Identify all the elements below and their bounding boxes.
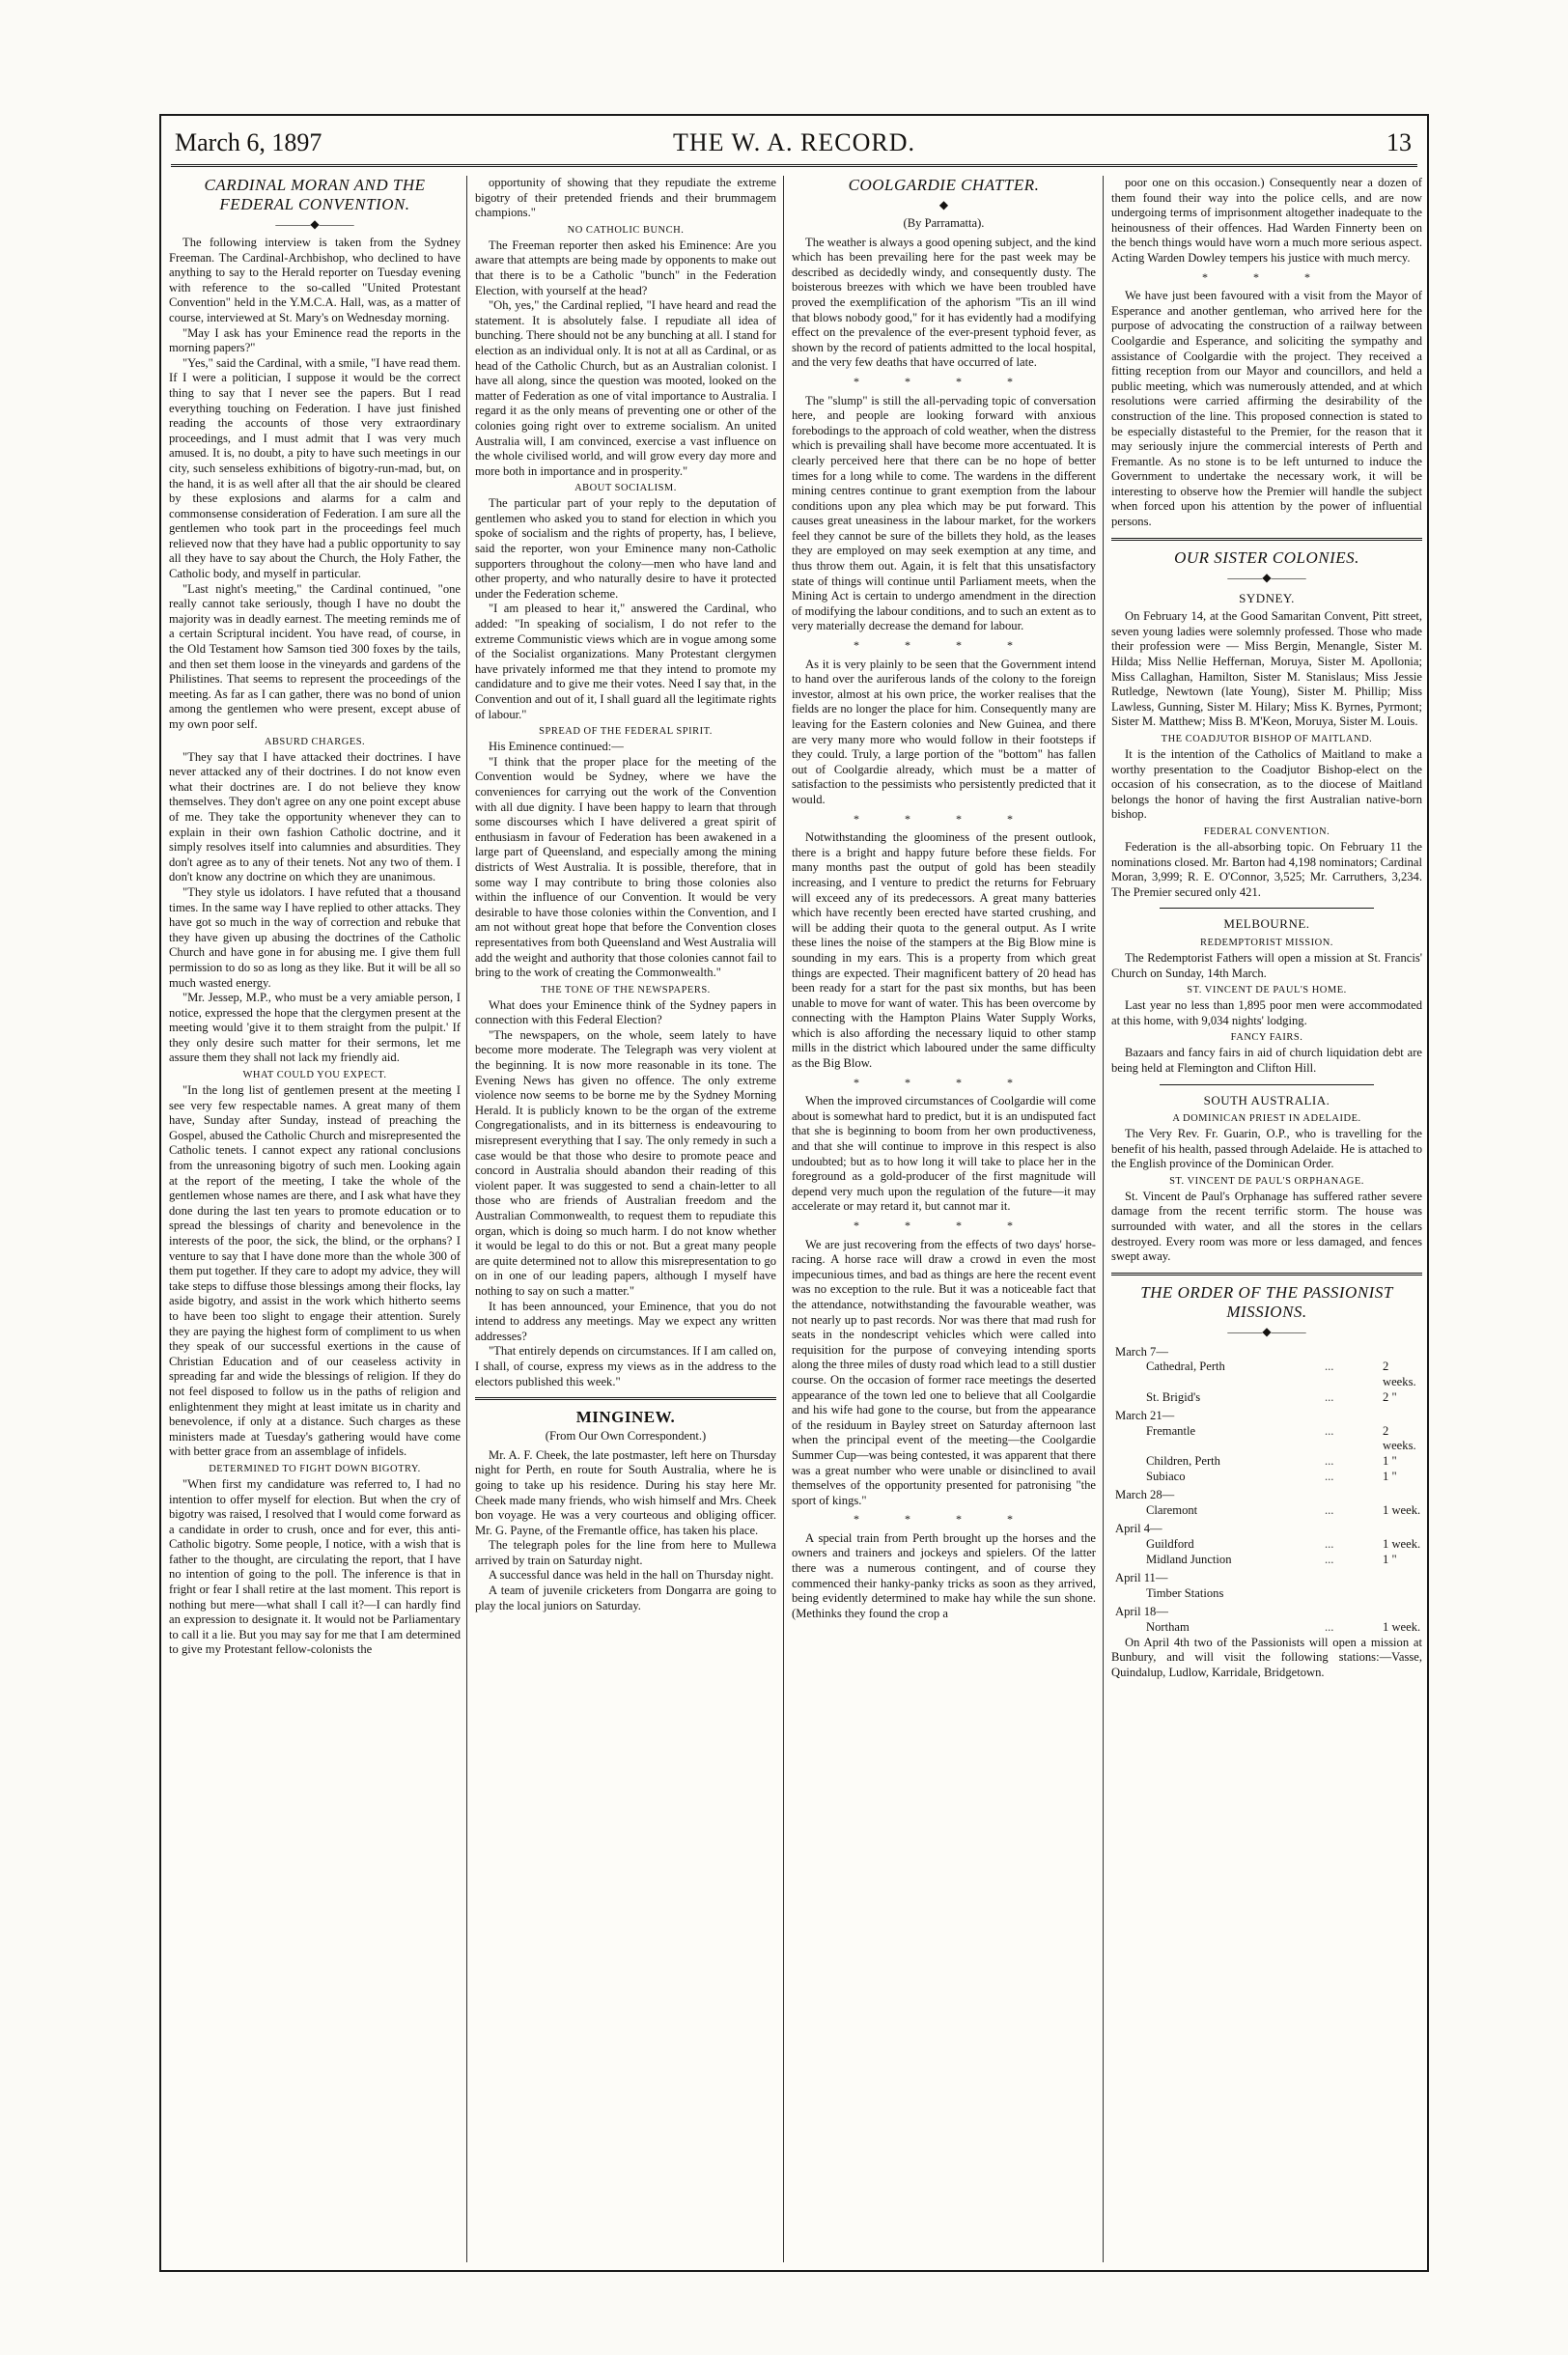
leader-dots: ... <box>1325 1619 1334 1634</box>
asterism-divider: * * * * <box>854 374 1034 388</box>
subheading: A DOMINICAN PRIEST IN ADELAIDE. <box>1172 1113 1361 1125</box>
asterism-divider: * * * * <box>854 1219 1034 1232</box>
section-rule <box>1160 908 1374 909</box>
schedule-month: April 11— <box>1115 1571 1168 1585</box>
paragraph: A special train from Perth brought up the horses and the owners and trainers and jockeys and spielers. Of the latter there was a numerous contingent, and of course they commenced their hanky-panky tricks as soon as they arrived, being evidently determined to make hay while the sun shone. (Methinks they found the crop a <box>792 1530 1096 1620</box>
schedule-place: Midland Junction <box>1146 1552 1232 1566</box>
paragraph: A team of juvenile cricketers from Dongarra are going to play the local juniors on Saturday. <box>475 1584 776 1612</box>
paragraph: A successful dance was held in the hall on Thursday night. <box>489 1568 774 1583</box>
schedule-place: Subiaco <box>1146 1469 1186 1483</box>
paragraph: The particular part of your reply to the deputation of gentlemen who asked you to stand for election in which you spoke of socialism and the rights of property, has, I believe, said the reporter, won your Eminence many non-Catholic supporters throughout the colony—men who have land and other property, and who naturally desire to have it protected under the Federation scheme. <box>475 496 776 601</box>
paragraph: Notwithstanding the gloominess of the present outlook, there is a bright and happy future before these fields. For many months past the output of gold has been steadily increasing, and I venture to predict the returns for February will exceed any of its predecessors. A great many batteries which have recently been erected have started crushing, and will be adding their quota to the general output. As I write these lines the noise of the stampers at the Big Blow mine is sounding in my ears. This is a property from which great things are expected. Their magnificent battery of 20 head has been ready for a start for the past six months, but has been unable to move for want of water. This has been overcome by connecting with the Hampton Plains Water Supply Works, which is also affording the necessary liquid to other stamp mills in the district which laboured under the same difficulty as the Big Blow. <box>792 830 1096 1071</box>
schedule-duration: 1 " <box>1383 1552 1397 1566</box>
schedule-duration: 1 " <box>1383 1469 1397 1483</box>
article-body <box>169 750 461 1066</box>
article-title-cardinal: CARDINAL MORAN AND THE FEDERAL CONVENTION. <box>204 176 426 213</box>
paragraph: Federation is the all-absorbing topic. On February 11 the nominations closed. Mr. Barton had 4,198 nominators; Cardinal Moran, 3,999; R. E. O'Connor, 3,525; Mr. Carruthers, 3,234. The Premier secured only 421. <box>1111 839 1422 899</box>
byline: (By Parramatta). <box>903 216 985 230</box>
schedule-row <box>1111 1360 1422 1389</box>
schedule-duration: 1 week. <box>1383 1619 1421 1634</box>
schedule-row <box>1111 1586 1422 1602</box>
article-body <box>475 176 776 221</box>
subheading: ST. VINCENT DE PAUL'S ORPHANAGE. <box>1169 1175 1364 1187</box>
article-body <box>475 238 776 480</box>
column-rule <box>1103 176 1104 2262</box>
article-body <box>1111 1127 1422 1172</box>
newspaper-page <box>159 114 1429 2272</box>
asterism-divider: * * * * <box>854 638 1034 653</box>
leader-dots <box>1325 1586 1383 1602</box>
article-body <box>475 496 776 722</box>
schedule-place: Claremont <box>1146 1502 1198 1517</box>
subheading: ABOUT SOCIALISM. <box>574 483 677 494</box>
paragraph: "May I ask has your Eminence read the reports in the morning papers?" <box>169 325 461 355</box>
paragraph: On February 14, at the Good Samaritan Convent, Pitt street, seven young ladies were solemnly professed. Those who made their profession were — Miss Bergin, Menangle, Sister M. Hilda; Miss Nellie Heffernan, Moruya, Sister M. Apollonia; Miss Callaghan, Hamilton, Sister M. Stanislaus; Miss Jessie Rutledge, Newtown (late Young), Sister M. Phillip; Miss Lawless, Gunning, Sister M. Hilary; Miss K. Byrnes, Pyrmont; Sister M. Matthew; Miss B. M'Keon, Moruya, Sister M. Louis. <box>1111 609 1422 729</box>
schedule-row <box>1111 1553 1422 1568</box>
schedule-month: March 21— <box>1115 1409 1175 1423</box>
paragraph: On April 4th two of the Passionists will open a mission at Bunbury, and will visit the following stations:—Vasse, Quindalup, Ludlow, Karridale, Bridgetown. <box>1111 1635 1422 1679</box>
paragraph: The Freeman reporter then asked his Eminence: Are you aware that attempts are being made by opponents to make out that there is to be a Catholic "bunch" in the Federation Election, with yourself at the head? <box>475 238 776 297</box>
asterism-divider: * * * * <box>854 1512 1034 1527</box>
paragraph: What does your Eminence think of the Sydney papers in connection with this Federal Election? <box>475 997 776 1027</box>
newspaper-title: THE W. A. RECORD. <box>672 128 916 156</box>
paragraph: "Yes," said the Cardinal, with a smile, "I have read them. If I were a politician, I suppose it would be the correct thing to say that I never see the papers. But I read everything touching on Federation. I have just finished reading the accounts of those very extraordinary proceedings, and I must admit that I was very much amused. It is, no doubt, a pity to have such meetings in our city, such senseless exhibitions of bigotry-run-mad, but, on the hand, it is as well after all that the air should be cleared by these explosions and alarms for a calm and commonsense consideration of Federation. I am sure all the gentlemen who took part in the proceedings feel much relieved now that they have had a public opportunity to say all they have to say about the Church, the Holy Father, the Catholic body, and myself in particular. <box>169 355 461 581</box>
schedule-place: Northam <box>1146 1619 1190 1634</box>
leader-dots: ... <box>1325 1536 1334 1551</box>
paragraph: The Redemptorist Fathers will open a mission at St. Francis' Church on Sunday, 14th March. <box>1111 950 1422 980</box>
schedule-duration: 2 " <box>1383 1389 1397 1404</box>
article-body <box>475 740 776 981</box>
paragraph: Bazaars and fancy fairs in aid of church liquidation debt are being held at Flemington and Clifton Hill. <box>1111 1046 1422 1075</box>
paragraph: "Last night's meeting," the Cardinal continued, "one really cannot take seriously, though I have no doubt the majority was in deadly earnest. The meeting reminds me of a certain Scriptural incident. You have read, of course, in the Old Testament how Samson tied 300 foxes by the tails, and then set them loose in the vineyards and gardens of the Philistines. That seems to represent the proceedings of the meeting. As far as I can gather, there was no bond of union among the gentlemen who were present, except abuse of my own poor self. <box>169 581 461 731</box>
schedule-row <box>1111 1537 1422 1553</box>
schedule-row <box>1111 1424 1422 1454</box>
mission-schedule <box>1111 1345 1422 1636</box>
section-title-sister-colonies: OUR SISTER COLONIES. <box>1174 547 1359 567</box>
schedule-row <box>1111 1470 1422 1485</box>
paragraph: "In the long list of gentlemen present at the meeting I see very few respectable names. A great many of them have, Sunday after Sunday, instead of preaching the Gospel, abused the Catholic Church and misrepresented the Catholic tenets. I cannot expect any rational conclusions from the unreasoning bigotry of such men. Looking again at the report of the meeting, I take the whole of the gentlemen whose names are there, and I ask what have they done during the last ten years to promote education or to spread the blessings of charity and benevolence in the interests of the poor, the sick, the blind, or the orphans? I venture to say that I have done more than the whole 300 of them put together. If they care to adopt my advice, they will take steps to diffuse those blessings among their flocks, lay aside bigotry, and assist in the work which hitherto seems to have been too slight to engage their attention. Surely they are paying the highest form of compliment to us when they speak of our successful exertions in the cause of Christian Education and of our ceaseless activity in spreading far and wide the blessings of religion. If they do not feel disposed to follow us in the paths of religion and enlightenment they might at least imitate us in charity and benevolence, if only at a distance. Such charges as these ministers made at Tuesday's gathering would have come with better grace from an assemblage of infidels. <box>169 1083 461 1459</box>
schedule-place: Timber Stations <box>1146 1585 1224 1600</box>
subheading: THE TONE OF THE NEWSPAPERS. <box>541 984 711 995</box>
issue-date: March 6, 1897 <box>175 128 322 156</box>
paragraph: The following interview is taken from the Sydney Freeman. The Cardinal-Archbishop, who declined to have anything to say to the Herald reporter on Tuesday evening with reference to the so-called "United Protestant Convention" held in the Y.M.C.A. Hall, was, as a matter of course, interviewed at St. Mary's on Wednesday morning. <box>169 236 461 324</box>
section-rule <box>475 1397 776 1400</box>
leader-dots: ... <box>1325 1454 1334 1468</box>
article-body <box>1111 951 1422 981</box>
schedule-place: Fremantle <box>1146 1423 1196 1438</box>
schedule-duration: 2 weeks. <box>1383 1423 1416 1453</box>
leader-dots: ... <box>1325 1502 1334 1517</box>
schedule-month: March 7— <box>1115 1344 1168 1359</box>
paragraph: His Eminence continued:— <box>489 740 624 754</box>
article-body <box>169 1083 461 1460</box>
subheading: FANCY FAIRS. <box>1230 1032 1303 1044</box>
paragraph: We have just been favoured with a visit from the Mayor of Esperance and another gentleman, who arrived here for the purpose of advocating the construction of a railway between Coolgardie and Esperance, and soliciting the sympathy and assistance of Coolgardie with the project. They received a fitting reception from our Mayor and councillors, and held a public meeting, which was numerously attended, and at which resolutions were carried affirming the desirability of the construction of the line. This proposed connection is stated to be especially distasteful to the Premier, for the reason that it may seriously injure the commercial interests of Perth and Fremantle. As no stone is to be left unturned to induce the Government to undertake the necessary work, it will be interesting to observe how the Premier will handle the subject when forced upon his attention by the power of influential persons. <box>1111 289 1422 529</box>
article-body <box>475 998 776 1389</box>
paragraph: "They say that I have attacked their doctrines. I have never attacked any of their doctrines. I do not know even what their doctrines are. I do not believe they know themselves. They don't agree on any one point except abuse of me. They take the opportunity whenever they can to explain in their own fashion Catholic doctrine, and it simply resolves itself into calumnies and absurdities. They don't agree as to any of their tenets. Not any two of them. I don't know any doctrine on which they are unanimous. <box>169 749 461 884</box>
paragraph: "That entirely depends on circumstances. If I am called on, I shall, of course, express my views as in the address to the electors published this week." <box>475 1344 776 1388</box>
column-2 <box>475 176 776 2262</box>
ornament-divider: ◆ <box>938 198 949 211</box>
schedule-duration: 2 weeks. <box>1383 1360 1416 1389</box>
article-body <box>792 236 1096 1622</box>
schedule-month: April 4— <box>1115 1522 1162 1536</box>
article-body <box>1111 1190 1422 1265</box>
paragraph: "I think that the proper place for the meeting of the Convention would be Sydney, where we have the conveniences for carrying out the work of the Convention with all due dignity. I have been happy to learn that through some discourses which I have delivered a great spirit of enthusiasm in favour of Federation has been awakened in a large part of Queensland, and especially among the mining districts of West Australia. It is possible, therefore, that in some way I may contribute to bring those colonies also within the influence of our Convention. It would be very desirable to have those colonies within the Convention, and I am not without great hope that before the Convention closes representatives from both Queensland and West Australia will add the weight and authority that those colonies cannot fail to bring to the work of creating the Commonwealth." <box>475 754 776 980</box>
schedule-duration <box>1383 1586 1422 1602</box>
subheading: SPREAD OF THE FEDERAL SPIRIT. <box>539 726 713 738</box>
paragraph: "I am pleased to hear it," answered the Cardinal, who added: "In speaking of socialism, I do not refer to the extreme Communistic views which are in vogue among some of the Socialist organizations. Many Protestant clergymen have privately informed me that they intend to promote my candidature and to give me their votes. Need I say that, in the Convention and out of it, I shall guard all the legitimate rights of labour." <box>475 602 776 721</box>
byline: (From Our Own Correspondent.) <box>545 1429 707 1444</box>
article-body <box>1111 840 1422 900</box>
article-body <box>169 236 461 733</box>
article-body <box>1111 176 1422 530</box>
column-rule <box>783 176 784 2262</box>
paragraph: The Very Rev. Fr. Guarin, O.P., who is travelling for the benefit of his health, passed through Adelaide. He is attached to the English province of the Dominican Order. <box>1111 1127 1422 1171</box>
section-rule <box>1111 1273 1422 1276</box>
leader-dots: ... <box>1325 1469 1334 1483</box>
paragraph: "The newspapers, on the whole, seem lately to have become more moderate. The Telegraph was very violent at the beginning. It is now more reasonable in its tone. The Evening News has given no offence. The only extreme violence now seems to be borne me by the Sydney Morning Herald. It is publicly known to be the organ of the extreme Congregationalists, and in its bitterness is endeavouring to misrepresent everything that I say. The only remedy in such a case would be that those who desire to promote peace and concord in Australia should abandon their reading of this violent paper. It was suggested to send a chain-letter to all those who are friends of Australian freedom and the Australian Commonwealth, to request them to repudiate this organ, which is doing so much harm. I do not know whether it would be legal to do this or not. But a great many people are quite determined not to allow this misrepresentation to go on in one of our leading papers, although I myself have nothing to say on such a matter." <box>475 1027 776 1298</box>
ornament-divider: ———◆——— <box>1227 570 1306 584</box>
subheading: FEDERAL CONVENTION. <box>1203 826 1330 837</box>
subheading: ABSURD CHARGES. <box>264 736 366 747</box>
column-4 <box>1111 176 1422 2262</box>
article-body <box>1111 609 1422 730</box>
paragraph: Last year no less than 1,895 poor men were accommodated at this home, with 9,034 nights' lodging. <box>1111 998 1422 1027</box>
schedule-place: Cathedral, Perth <box>1146 1360 1225 1374</box>
article-title-coolgardie: COOLGARDIE CHATTER. <box>848 176 1040 194</box>
paragraph: It has been announced, your Eminence, that you do not intend to address any meetings. May we expect any written addresses? <box>475 1299 776 1343</box>
paragraph: "Oh, yes," the Cardinal replied, "I have heard and read the statement. It is absolutely false. I repudiate all idea of bunching. There should not be any bunching at all. I stand for election as an individual only. It is not at all as Cardinal, or as head of the Catholic Church, but as an Australian colonist. I have all along, since the question was mooted, looked on the matter of Federation as one of vital importance to Australia. I regard it as the only means of preventing one or other of the colonies going right over to extreme socialism. An united Australia will, I am convinced, exercise a vast influence on the whole civilised world, and will grow every day more and more both in importance and in prosperity." <box>475 298 776 478</box>
article-body <box>475 1448 776 1614</box>
schedule-row <box>1111 1620 1422 1636</box>
paragraph: Mr. A. F. Cheek, the late postmaster, left here on Thursday night for Perth, en route for South Australia, where he is going to take up his residence. During his stay here Mr. Cheek made many friends, who wish himself and Mrs. Cheek bon voyage. He was a very courteous and obliging officer. Mr. G. Payne, of the Fremantle office, has taken his place. <box>475 1447 776 1537</box>
schedule-place: St. Brigid's <box>1146 1389 1201 1404</box>
paragraph: It is the intention of the Catholics of Maitland to make a worthy presentation to the Coadjutor Bishop-elect on the occasion of his consecration, as to the diocese of Maitland belongs the honor of having the first Australian native-born bishop. <box>1111 747 1422 822</box>
paragraph: We are just recovering from the effects of two days' horse-racing. A horse race will draw a crowd in even the most impecunious times, and bad as things are here the recent event was no exception to the rule. But it was a noticeable fact that the attendance, notwithstanding the favourable weather, was not nearly up to past records. Nor was there that mad rush for seats in the nondescript vehicles which were called into requisition for the purpose of conveying intending sports along the three miles of dusty road which lead to a still dustier course. On the occasion of former race meetings the deserted appearance of the town led one to believe that all Coolgardie and his wife had gone to the course, but from the appearance of the residuum in Bayley street on Saturday afternoon last when the principal event of the meeting—the Coolgardie Summer Cup—was being contested, it was apparent that there was a great number who were unable or disinclined to avail themselves of the opportunity presented for patronising "the sport of kings." <box>792 1237 1096 1507</box>
schedule-duration: 1 " <box>1383 1454 1397 1468</box>
subheading: REDEMPTORIST MISSION. <box>1200 937 1333 948</box>
schedule-row <box>1111 1390 1422 1406</box>
subheading: THE COADJUTOR BISHOP OF MAITLAND. <box>1161 734 1373 744</box>
column-1 <box>169 176 461 2262</box>
paragraph: poor one on this occasion.) Consequently near a dozen of them found their way into the police cells, and are now undergoing terms of imprisonment altogether inadequate to the heinousness of their offences. Had Warden Finnerty been on the bench things would have worn a much more serious aspect. Acting Warden Dowley tempers his justice with much mercy. <box>1111 176 1422 265</box>
article-body <box>1111 1636 1422 1681</box>
article-body <box>1111 1046 1422 1076</box>
article-body <box>1111 747 1422 823</box>
paragraph: When the improved circumstances of Coolgardie will come about is somewhat hard to predict, but it is an undisputed fact that she is beginning to boom from her own productiveness, and that she will continue to improve in this respect is also undoubted; but as to how long it will take to place her in the foreground as a gold-producer of the first magnitude will depend very much upon the regulation of the future—it may accelerate or may retard it, but cannot mar it. <box>792 1094 1096 1214</box>
region-title-sydney: SYDNEY. <box>1239 590 1295 605</box>
article-body <box>169 1477 461 1658</box>
masthead <box>171 122 1417 167</box>
schedule-place: Guildford <box>1146 1536 1194 1551</box>
paragraph: "When first my candidature was referred to, I had no intention to offer myself for election. But when the cry of bigotry was raised, I resolved that I would come forward as a candidate in order to crush, once and for ever, this anti-Catholic bigotry. Some people, I notice, with a wish that is father to the thought, are circulating the report, that I have no intention of going to the poll. The inference is that in fright or fear I shall retire at the last moment. This report is nothing but mere—what shall I call it?—I can hardly find an expression to designate it. It would not be Parliamentary to call it a lie. But you may say for me that I am determined to give my Protestant fellow-colonists the <box>169 1476 461 1657</box>
paragraph: "They style us idolators. I have refuted that a thousand times. In the same way I have replied to other attacks. They have got so much in the way of correction and rebuke that they have given up abusing the doctrines of the Catholic Church and have gone in for abusing me. I give them full permission to do so as long as they like. But it will be all so much wasted energy. <box>169 884 461 990</box>
section-title-passionist-missions: THE ORDER OF THE PASSIONIST MISSIONS. <box>1140 1282 1393 1321</box>
column-3 <box>792 176 1096 2262</box>
leader-dots: ... <box>1325 1360 1334 1374</box>
schedule-row <box>1111 1503 1422 1519</box>
schedule-duration: 1 week. <box>1383 1536 1421 1551</box>
ornament-divider: ———◆——— <box>1227 1324 1306 1338</box>
page-number: 13 <box>1386 128 1412 156</box>
section-rule <box>1160 1084 1374 1085</box>
asterism-divider: * * * * <box>854 811 1034 826</box>
leader-dots: ... <box>1325 1552 1334 1566</box>
article-title-minginew: MINGINEW. <box>575 1408 676 1427</box>
paragraph: St. Vincent de Paul's Orphanage has suffered rather severe damage from the recent terrific storm. The house was surrounded with water, and all the stores in the cellars destroyed. Every room was more or less damaged, and fences swept away. <box>1111 1189 1422 1264</box>
paragraph: opportunity of showing that they repudiate the extreme bigotry of their pretended friends and their brummagem champions." <box>475 176 776 220</box>
schedule-place: Children, Perth <box>1146 1454 1220 1468</box>
schedule-duration: 1 week. <box>1383 1502 1421 1517</box>
leader-dots: ... <box>1325 1423 1334 1438</box>
paragraph: The telegraph poles for the line from here to Mullewa arrived by train on Saturday night. <box>475 1538 776 1567</box>
leader-dots: ... <box>1325 1389 1334 1404</box>
section-rule <box>1111 538 1422 541</box>
subheading: NO CATHOLIC BUNCH. <box>567 224 685 236</box>
ornament-divider: ———◆——— <box>275 217 354 231</box>
schedule-row <box>1111 1454 1422 1470</box>
schedule-month: April 18— <box>1115 1605 1168 1619</box>
article-body <box>1111 998 1422 1028</box>
paragraph: "Mr. Jessep, M.P., who must be a very amiable person, I notice, expressed the hope that the clergymen present at the meeting would 'give it to them straight from the pulpit.' If they only desire such matter for their sermons, let me assure them they shall not lack my friendly aid. <box>169 991 461 1065</box>
paragraph: The weather is always a good opening subject, and the kind which has been prevailing here for the past week may be described as decidedly windy, and consequently dusty. The boisterous breezes with which we have been troubled have proved the exemplification of the aphorism "Tis an ill wind that blows nobody good," for it has evidently had a modifying effect on the prevalence of the ever-present typhoid fever, as shown by the record of patients admitted to the local hospital, and the very few deaths that have occurred of late. <box>792 235 1096 370</box>
paragraph: The "slump" is still the all-pervading topic of conversation here, and people are looking forward with anxious forebodings to the approach of cold weather, when the distress which is prevailing shall have become more accentuated. It is clearly perceived here that there can be no hope of better times for a long while to come. The wardens in the different mining centres continue to grant exemption from the labour conditions upon any plea which may be put forward. This causes great uneasiness in the labour market, for the workers feel they cannot be sure of the billets they hold, as the leases they are employed on may seek exemption at any time, and thus throw them out. Again, it is felt that this unsatisfactory state of things will continue until Parliament meets, when the Mining Act is certain to undergo amendment in the direction of modifying the labour conditions, and to such an extent as to very materially decrease the demand for labour. <box>792 393 1096 633</box>
subheading: ST. VINCENT DE PAUL'S HOME. <box>1187 985 1347 996</box>
asterism-divider: * * * * <box>854 1075 1034 1089</box>
asterism-divider: * * * <box>1202 269 1331 284</box>
subheading: DETERMINED TO FIGHT DOWN BIGOTRY. <box>209 1463 421 1474</box>
region-title-melbourne: MELBOURNE. <box>1223 916 1310 932</box>
column-rule <box>466 176 467 2262</box>
paragraph: As it is very plainly to be seen that the Government intend to hand over the auriferous lands of the colony to the foreign investor, almost at his own price, the worker realises that the fields are no longer the place for him. Consequently many are leaving for the Eastern colonies and New Guinea, and there are very many more who would follow in their footsteps if they could. Truly, a large portion of the "bottom" has fallen out of Coolgardie already, which must be a matter of satisfaction to the pessimists who persistently predicted that it would. <box>792 657 1096 806</box>
subheading: WHAT COULD YOU EXPECT. <box>242 1070 387 1081</box>
schedule-month: March 28— <box>1115 1488 1175 1502</box>
region-title-south-australia: SOUTH AUSTRALIA. <box>1203 1092 1330 1107</box>
